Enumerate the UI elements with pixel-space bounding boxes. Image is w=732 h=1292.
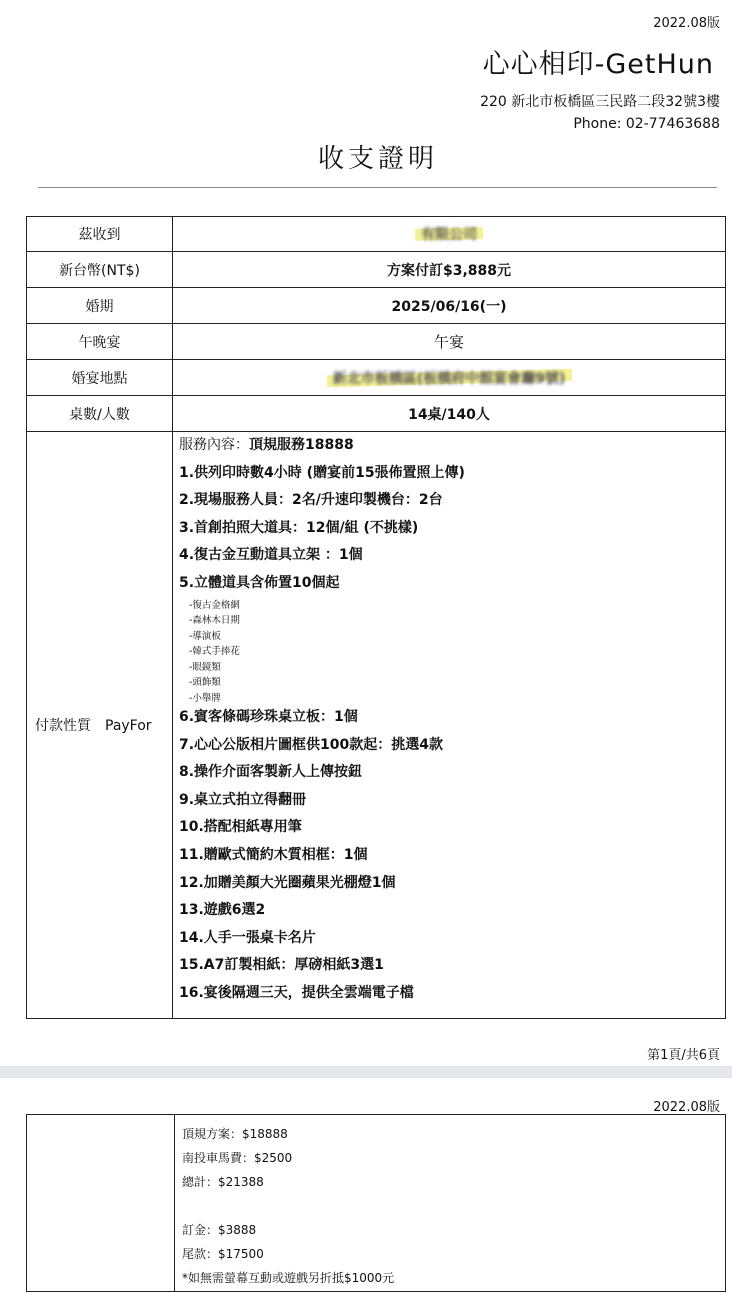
received-text: 有限公司 xyxy=(421,227,477,243)
service-item-2: 2.現場服務人員：2名/升速印製機台：2台 xyxy=(179,492,443,509)
company-address: 220 新北市板橋區三民路二段32號3樓 xyxy=(480,94,720,110)
date-label: 婚期 xyxy=(27,288,173,324)
edition-label: 2022.08版 xyxy=(653,16,720,31)
prop-sub-list xyxy=(179,598,725,707)
cost-row xyxy=(27,1115,726,1292)
service-item-16: 16.宴後隔週三天，提供全雲端電子檔 xyxy=(179,985,414,1001)
row-currency xyxy=(27,252,726,288)
prop-sub-item: -眼鏡類 xyxy=(189,661,221,673)
receipt-page-2 xyxy=(0,1078,732,1285)
venue-text: 新北市板橋區(板橋府中館宴會廳9號) xyxy=(332,370,566,387)
pay-label: 付款性質 PayFor xyxy=(27,432,173,1019)
tables-label: 桌數/人數 xyxy=(27,396,173,432)
cost-line-travel: 南投車馬費：$2500 xyxy=(182,1151,293,1165)
service-item-10: 10.搭配相紙專用筆 xyxy=(179,819,302,836)
cost-lines xyxy=(176,1116,724,1290)
receipt-table xyxy=(26,216,726,1019)
prop-sub-item: -韓式手捧花 xyxy=(189,646,240,658)
prop-sub-item: -復古金格網 xyxy=(189,599,240,611)
prop-sub-item: -導演板 xyxy=(189,630,221,642)
service-item-6: 6.賓客條碼珍珠桌立板：1個 xyxy=(179,709,358,726)
service-item-12: 12.加贈美顏大光圈蘋果光棚燈1個 xyxy=(179,874,396,891)
service-item-11: 11.贈歐式簡約木質相框：1個 xyxy=(179,847,368,864)
redacted-received xyxy=(421,224,477,244)
service-item-4: 4.復古金互動道具立架 ：1個 xyxy=(179,547,363,564)
cost-line-deposit: 訂金：$3888 xyxy=(182,1223,257,1237)
cost-line-balance: 尾款：$17500 xyxy=(182,1247,264,1261)
prop-sub-item: -森林木日期 xyxy=(189,615,240,627)
edition-label: 2022.08版 xyxy=(653,1100,720,1115)
cost-line-note: *如無需螢幕互動或遊戲另折抵$1000元 xyxy=(182,1271,395,1285)
header-divider xyxy=(38,187,717,188)
received-label: 茲收到 xyxy=(27,217,173,252)
prop-sub-item: -頭飾類 xyxy=(189,677,221,689)
row-date xyxy=(27,288,726,324)
cost-detail-cell xyxy=(175,1115,726,1292)
cost-line-blank xyxy=(182,1194,724,1218)
currency-label: 新台幣(NT$) xyxy=(27,252,173,288)
service-item-15: 15.A7訂製相紙：厚磅相紙3選1 xyxy=(179,957,384,974)
page-number: 第1頁/共6頁 xyxy=(647,1048,720,1063)
row-tables xyxy=(27,396,726,432)
redacted-venue xyxy=(333,368,566,388)
document-title: 收支證明 xyxy=(318,144,439,174)
date-value: 2025/06/16(一) xyxy=(173,288,726,324)
service-item-5: 5.立體道具含佈置10個起 xyxy=(179,574,340,591)
row-received xyxy=(27,217,726,252)
service-item-1: 1.供列印時數4小時 (贈宴前15張佈置照上傳) xyxy=(179,464,465,481)
meal-value: 午宴 xyxy=(173,324,726,360)
service-item-14: 14.人手一張桌卡名片 xyxy=(179,929,316,946)
prop-sub-item: -小舉牌 xyxy=(189,692,221,704)
service-item-8: 8.操作介面客製新人上傳按鈕 xyxy=(179,764,363,781)
company-name: 心心相印-GetHun xyxy=(482,49,714,80)
meal-label: 午晚宴 xyxy=(27,324,173,360)
company-phone: Phone: 02-77463688 xyxy=(573,116,720,132)
service-items xyxy=(173,432,726,1019)
tables-value: 14桌/140人 xyxy=(173,396,726,432)
service-title: 服務內容：頂規服務18888 xyxy=(179,437,354,453)
venue-label: 婚宴地點 xyxy=(27,360,173,396)
page-gap xyxy=(0,1066,732,1078)
venue-value xyxy=(173,360,726,396)
service-item-3: 3.首創拍照大道具：12個/組 (不挑樣) xyxy=(179,519,419,536)
cost-table xyxy=(26,1114,726,1292)
currency-value: 方案付訂$3,888元 xyxy=(173,252,726,288)
service-item-9: 9.桌立式拍立得翻冊 xyxy=(179,791,307,808)
service-item-7: 7.心心公版相片圖框供100款起：挑選4款 xyxy=(179,736,444,753)
cost-line-plan: 頂規方案：$18888 xyxy=(182,1127,288,1141)
row-meal xyxy=(27,324,726,360)
row-payfor xyxy=(27,432,726,1019)
service-item-13: 13.遊戲6選2 xyxy=(179,902,266,919)
cost-label-cell xyxy=(27,1115,175,1292)
received-value xyxy=(173,217,726,252)
row-venue xyxy=(27,360,726,396)
cost-line-total: 總計：$21388 xyxy=(182,1175,264,1189)
